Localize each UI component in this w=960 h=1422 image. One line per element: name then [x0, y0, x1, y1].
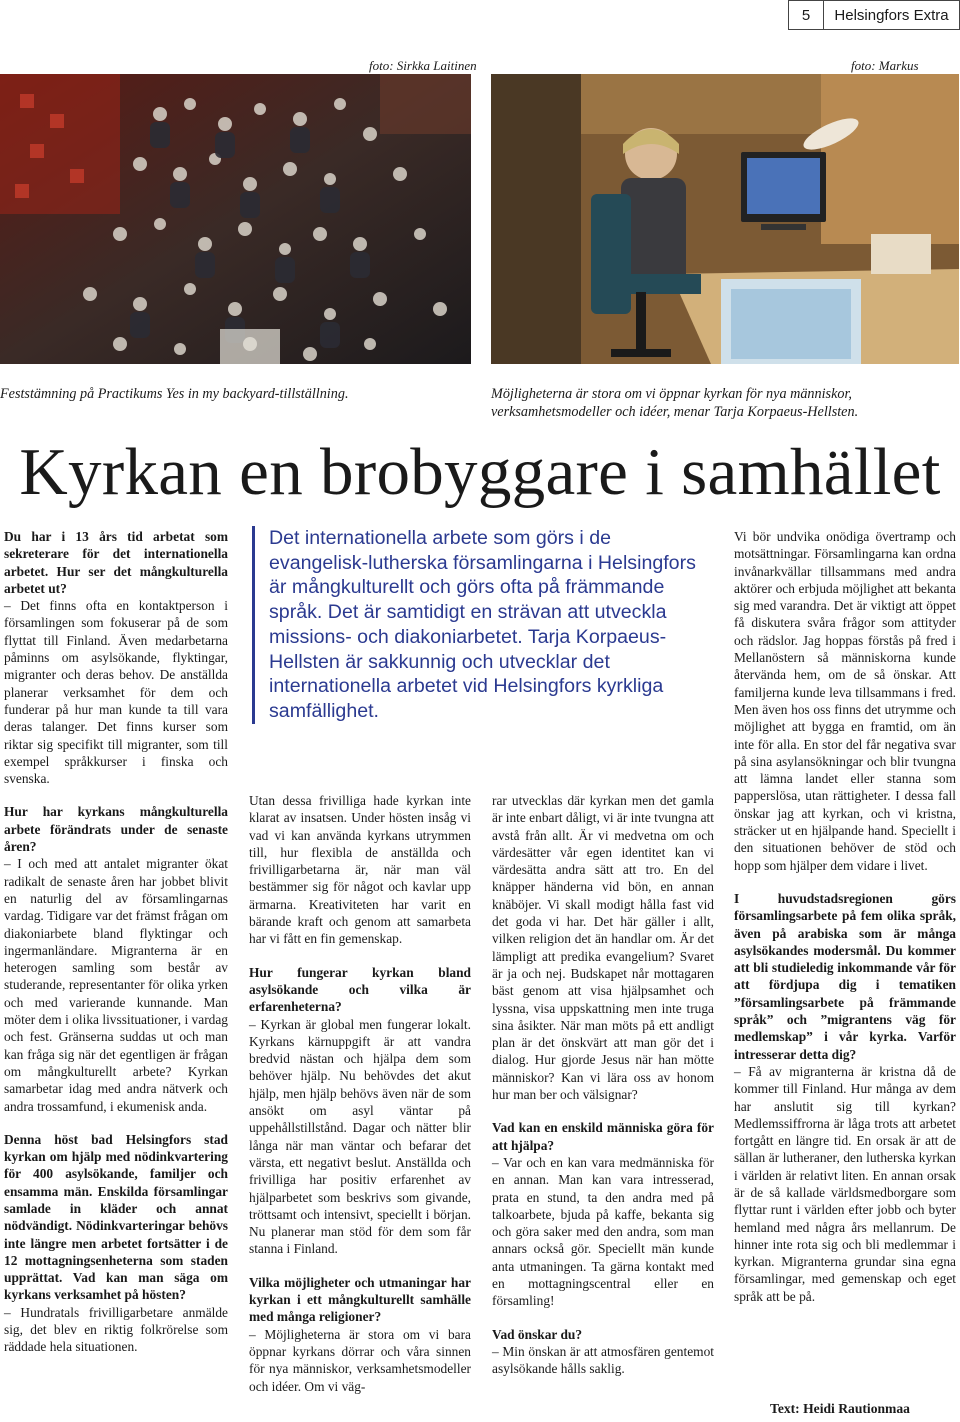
question-7: Vad önskar du?	[492, 1326, 583, 1342]
col3-intro: rar utvecklas där kyrkan men det gamla är inte enbart dåligt, vi är inte tvungna att avstå från allt. Är vi medvetna om och värdesätter vår egen identitet kan vi värdesätta andra sätt att tro. En del knäpper händerna vid bön, en annan knäböjer. Vi skall modigt hålla fast vid det goda vi har. Det här gäller i allt, vilken religion det än handlar om. Är det lämpligt att predika evangelium? Svaret är ja och nej. Budskapet når mottagaren bäst genom att visa hjälpsamhet och lyssna, visa uppskattning men inte truga sina åsikter. När man möts på ett andligt plan är det önskvärt att man gör det i dialog. Hur gjorde Jesus när han mötte människor? Kan vi lära oss av honom hur man ber och välsignar?	[492, 793, 714, 1103]
office-photo	[491, 74, 959, 364]
question-4: Hur fungerar kyrkan bland asylsökande och vilka är erfarenheterna?	[249, 964, 471, 1015]
article-headline: Kyrkan en brobyggare i samhället	[19, 435, 941, 509]
answer-2: – I och med att antalet migranter ökat radikalt de senaste åren har jobbet blivit en naturlig del av församlingarnas vardag. Tidigare var det främst frågan om diakoniarbete bland flyktingar och ingermanländare. Migranterna är en heterogen samling som består av studerande, representanter för olika yrken och med varierande kunnande. Man möter dem i olika livssituationer, i vardag och fest. Gränserna suddas ut och man kan fråga sig när det egentligen är frågan om mångkulturellt arbete? Kyrkan samarbetar idag med andra nätverk och andra trossamfund, i ekumenisk anda.	[4, 856, 228, 1114]
answer-6: – Var och en kan vara medmänniska för en annan. Man kan vara intresserad, prata en stund, ta den andra med på talkoarbete, bjuda på kaffe, bekanta sig och göra saker med den andra, som man annars också gör. Speciellt män kunde anta utmaningen. Ta gärna kontakt med en mottagningscentral eller en församling!	[492, 1154, 714, 1309]
pull-quote: Det internationella arbete som görs i de evangelisk-lutherska församlingarna i Helsingfors är mångkulturellt och görs ofta på främmande språk. Det är samtidigt en strävan att utveckla missions- och diakoniarbetet. Tarja Korpaeus-Hellsten är sakkunnig och utvecklar det internationella arbetet vid Helsingfors kyrkliga samfällighet.	[252, 526, 704, 724]
col4-intro: Vi bör undvika onödiga övertramp och motsättningar. Församlingarna kan ordna invånarkvällar tillsammans med andra aktörer och erbjuda möjlighet att bekanta sig med varandra. Det är viktigt att öppet få diskutera svåra frågor som attityder och rädslor. Jag hoppas förstås på fred i Mellanöstern så människorna kunde återvända hem, om de så önskar. Att familjerna kunde leva tillsammans i fred. Men även hos oss finns det utrymme och möjlighet att bygga en framtid, om än inte för alla. En stor del får negativa svar på sina asylansökningar och blir tvungna att lämna landet eller stanna som papperslösa, utan rättigheter. I dessa fall önskar jag att kyrkan, och vi kristna, sträcker ut en hjälpande hand. Speciellt i den situationen behöver de stöd och hopp som hjälper dem vidare i livet.	[734, 529, 956, 873]
question-6: Vad kan en enskild människa göra för att hjälpa?	[492, 1120, 714, 1153]
photo-credit-left: foto: Sirkka Laitinen	[369, 58, 477, 73]
question-8: I huvudstadsregionen görs församlingsarbete på fem olika språk, även på arabiska som är många asylsökandes modersmål. Du kommer att bli studieledig inkommande vår för att fördjupa dig i tematiken ”församlingsarbete på främmande språk” och ”migrantens väg för medlemskap” i vår kyrka. Varför intresserar detta dig?	[734, 890, 956, 1062]
question-5: Vilka möjligheter och utmaningar har kyrkan i ett mångkulturellt samhälle med många religioner?	[249, 1274, 471, 1325]
answer-1: – Det finns ofta en kontaktperson i församlingen som fokuserar på de som flyttat till Finland. Även medarbetarna påminns om asylsökande, flyktingar, migranter och deras behov. De anställda planerar verksamhet för dem och funderar på hur man kunde ta till vara deras talanger. Det finns kurser som riktar sig specifikt till migranter, som till exempel språkkurser i finska och svenska.	[4, 598, 228, 787]
byline: Text: Heidi Rautionmaa	[770, 1401, 910, 1416]
page-header	[788, 0, 960, 30]
column-3	[492, 792, 714, 1394]
answer-4: – Kyrkan är global men fungerar lokalt. Kyrkans kärnuppgift är att vandra bredvid nästan och hjälpa dem som behöver hjälp. Nu behövdes det akut hjälp, men hjälp behövs även när de som ansökt om asyl väntar på uppehållstillstånd. Dagar och nätter blir långa när man väntar och befarar det värsta, ett negativt beslut. Anställda och frivilliga har positiv erfarenhet av hjälparbetet som beskrivs som givande, tröttsamt och intensivt, speciellt i början. Nu planerar man stöd för dem som får stanna i Finland.	[249, 1016, 471, 1257]
photo-credit-right: foto: Markus	[851, 58, 919, 73]
question-2: Hur har kyrkans mångkulturella arbete förändrats under de senaste åren?	[4, 804, 228, 855]
col2-intro: Utan dessa frivilliga hade kyrkan inte klarat av insatsen. Under hösten insåg vi vad vi kan använda kyrkans utrymmen till, hur flexibla de anställda och frivilligarbetarna är, när man väl bestämmer sig för något och kavlar upp ärmarna. Kreativiteten har varit en bärande kraft och genom att samarbeta har vi fått en fin gemenskap.	[249, 793, 471, 947]
crowd-photo	[0, 74, 471, 364]
question-1: Du har i 13 års tid arbetat som sekreterare för det internationella arbetet. Hur ser det mångkulturella arbetet ut?	[4, 529, 228, 596]
answer-8: – Få av migranterna är kristna då de kommer till Finland. Hur många av dem har anslutit sig till kyrkan? Medlemssiffrorna är låga trots att arbetet fortgått en längre tid. En orsak är att de sällan är lutheraner, den lutherska kyrkan i världen är relativt liten. En annan orsak är de så kallade världsmedborgare som flyttar runt i världen efter jobb och byter hemland med några års mellanrum. De hinner inte rota sig och bli medlemmar i kyrkan. Migranterna grundar sina egna församlingar, med gemenskap och eget språk att be på.	[734, 1063, 956, 1304]
photo-caption-left: Feststämning på Practikums Yes in my backyard-tillställning.	[0, 386, 349, 402]
page-number: 5	[789, 1, 824, 29]
answer-5: – Möjligheterna är stora om vi bara öppnar kyrkans dörrar och våra sinnen för nya människor, verksamhetsmodeller och idéer. Om vi väg-	[249, 1326, 471, 1394]
column-1	[4, 528, 228, 1372]
photo-caption-right: Möjligheterna är stora om vi öppnar kyrkan för nya människor, verksamhetsmodeller och idéer, menar Tarja Korpaeus-Hellsten.	[491, 386, 859, 420]
column-4	[734, 528, 956, 1321]
question-3: Denna höst bad Helsingfors stad kyrkan om hjälp med nödinkvartering för 400 asylsökande, familjer och ensamma män. Enskilda församlingar samlade in kläder och annat nödvändigt. Nödinkvarteringar behövs inte längre men arbetet fortsätter i de 12 mottagningsenheterna som staden upprättat. Vad kan man säga om kyrkans verksamhet på hösten?	[4, 1131, 228, 1303]
section-name: Helsingfors Extra	[834, 6, 949, 24]
answer-3: – Hundratals frivilligarbetare anmälde sig, det blev en riktig folkrörelse som räddade hela situationen.	[4, 1304, 228, 1355]
answer-7: – Min önskan är att atmosfären gentemot asylsökande hålls saklig.	[492, 1343, 714, 1377]
column-2	[249, 792, 471, 1411]
